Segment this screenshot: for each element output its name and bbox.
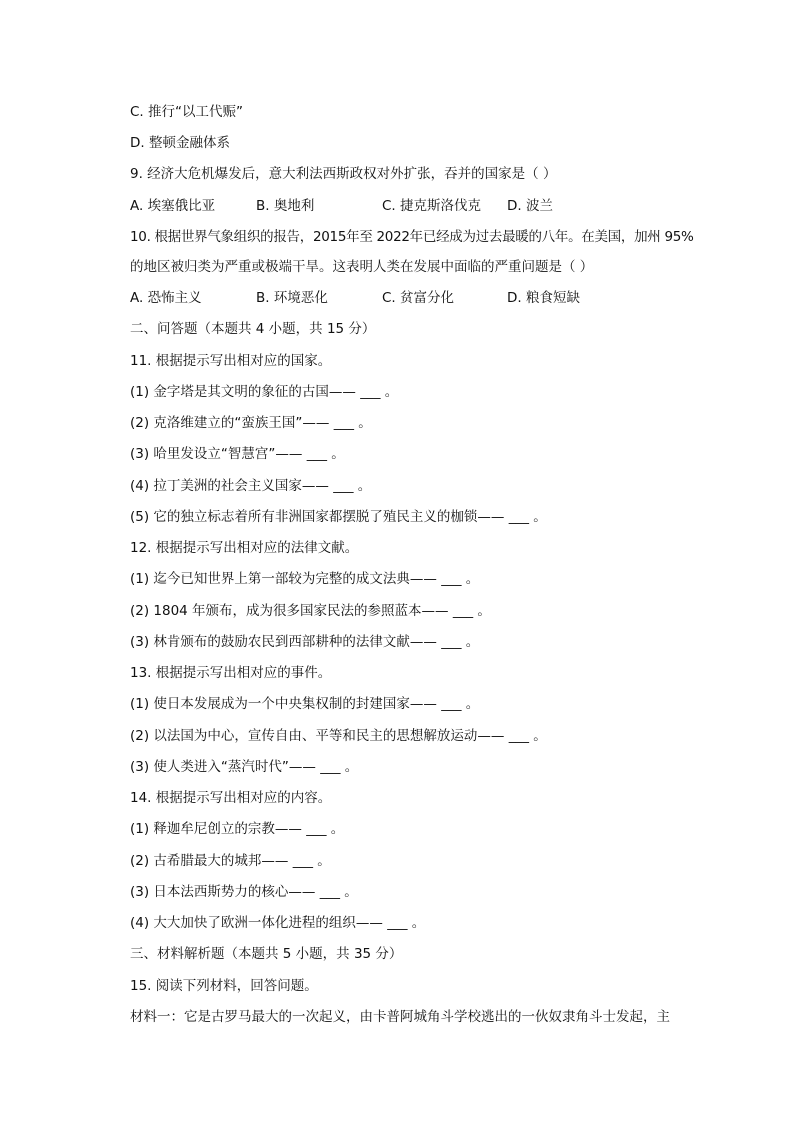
q8-option-d: D. 整顿金融体系 — [130, 135, 230, 151]
q11-item-5: (5) 它的独立标志着所有非洲国家都摆脱了殖民主义的枷锁—— ___ 。 — [130, 509, 547, 525]
q11-stem: 11. 根据提示写出相对应的国家。 — [130, 353, 332, 369]
q10-option-a: A. 恐怖主义 — [130, 290, 202, 306]
q9-stem: 9. 经济大危机爆发后，意大利法西斯政权对外扩张，吞并的国家是（ ） — [130, 166, 557, 182]
q15-material-1: 材料一：它是古罗马最大的一次起义，由卡普阿城角斗学校逃出的一伙奴隶角斗士发起，主 — [130, 1009, 670, 1025]
q15-stem: 15. 阅读下列材料，回答问题。 — [130, 978, 318, 994]
q10-option-c: C. 贫富分化 — [382, 290, 455, 306]
q9-option-b: B. 奥地利 — [256, 198, 315, 214]
q14-item-1: (1) 释迦牟尼创立的宗教—— ___ 。 — [130, 821, 345, 837]
q14-stem: 14. 根据提示写出相对应的内容。 — [130, 790, 332, 806]
q12-stem: 12. 根据提示写出相对应的法律文献。 — [130, 540, 359, 556]
q10-option-b: B. 环境恶化 — [256, 290, 328, 306]
q11-item-1: (1) 金字塔是其文明的象征的古国—— ___ 。 — [130, 384, 399, 400]
q14-item-3: (3) 日本法西斯势力的核心—— ___ 。 — [130, 884, 358, 900]
q11-item-4: (4) 拉丁美洲的社会主义国家—— ___ 。 — [130, 478, 372, 494]
q12-item-2: (2) 1804 年颁布，成为很多国家民法的参照蓝本—— ___ 。 — [130, 603, 491, 619]
q9-option-c: C. 捷克斯洛伐克 — [382, 198, 482, 214]
q12-item-3: (3) 林肯颁布的鼓励农民到西部耕种的法律文献—— ___ 。 — [130, 634, 480, 650]
q14-item-4: (4) 大大加快了欧洲一体化进程的组织—— ___ 。 — [130, 915, 426, 931]
section-3-heading: 三、材料解析题（本题共 5 小题，共 35 分） — [130, 946, 403, 962]
q8-option-c: C. 推行“以工代赈” — [130, 104, 243, 120]
q10-stem-line1: 10. 根据世界气象组织的报告，2015年至 2022年已经成为过去最暖的八年。在美国，加州 95% — [130, 229, 694, 245]
q10-stem-line2: 的地区被归类为严重或极端干旱。这表明人类在发展中面临的严重问题是（ ） — [130, 259, 594, 275]
q10-option-d: D. 粮食短缺 — [507, 290, 580, 306]
q13-item-1: (1) 使日本发展成为一个中央集权制的封建国家—— ___ 。 — [130, 696, 480, 712]
section-2-heading: 二、问答题（本题共 4 小题，共 15 分） — [130, 321, 376, 337]
q9-option-d: D. 波兰 — [507, 198, 553, 214]
q12-item-1: (1) 迄今已知世界上第一部较为完整的成文法典—— ___ 。 — [130, 571, 480, 587]
q11-item-2: (2) 克洛维建立的“蛮族王国”—— ___ 。 — [130, 415, 372, 431]
q13-stem: 13. 根据提示写出相对应的事件。 — [130, 665, 332, 681]
q13-item-3: (3) 使人类进入“蒸汽时代”—— ___ 。 — [130, 759, 359, 775]
q9-option-a: A. 埃塞俄比亚 — [130, 198, 216, 214]
q13-item-2: (2) 以法国为中心，宣传自由、平等和民主的思想解放运动—— ___ 。 — [130, 728, 547, 744]
q14-item-2: (2) 古希腊最大的城邦—— ___ 。 — [130, 853, 331, 869]
q11-item-3: (3) 哈里发设立“智慧宫”—— ___ 。 — [130, 446, 345, 462]
